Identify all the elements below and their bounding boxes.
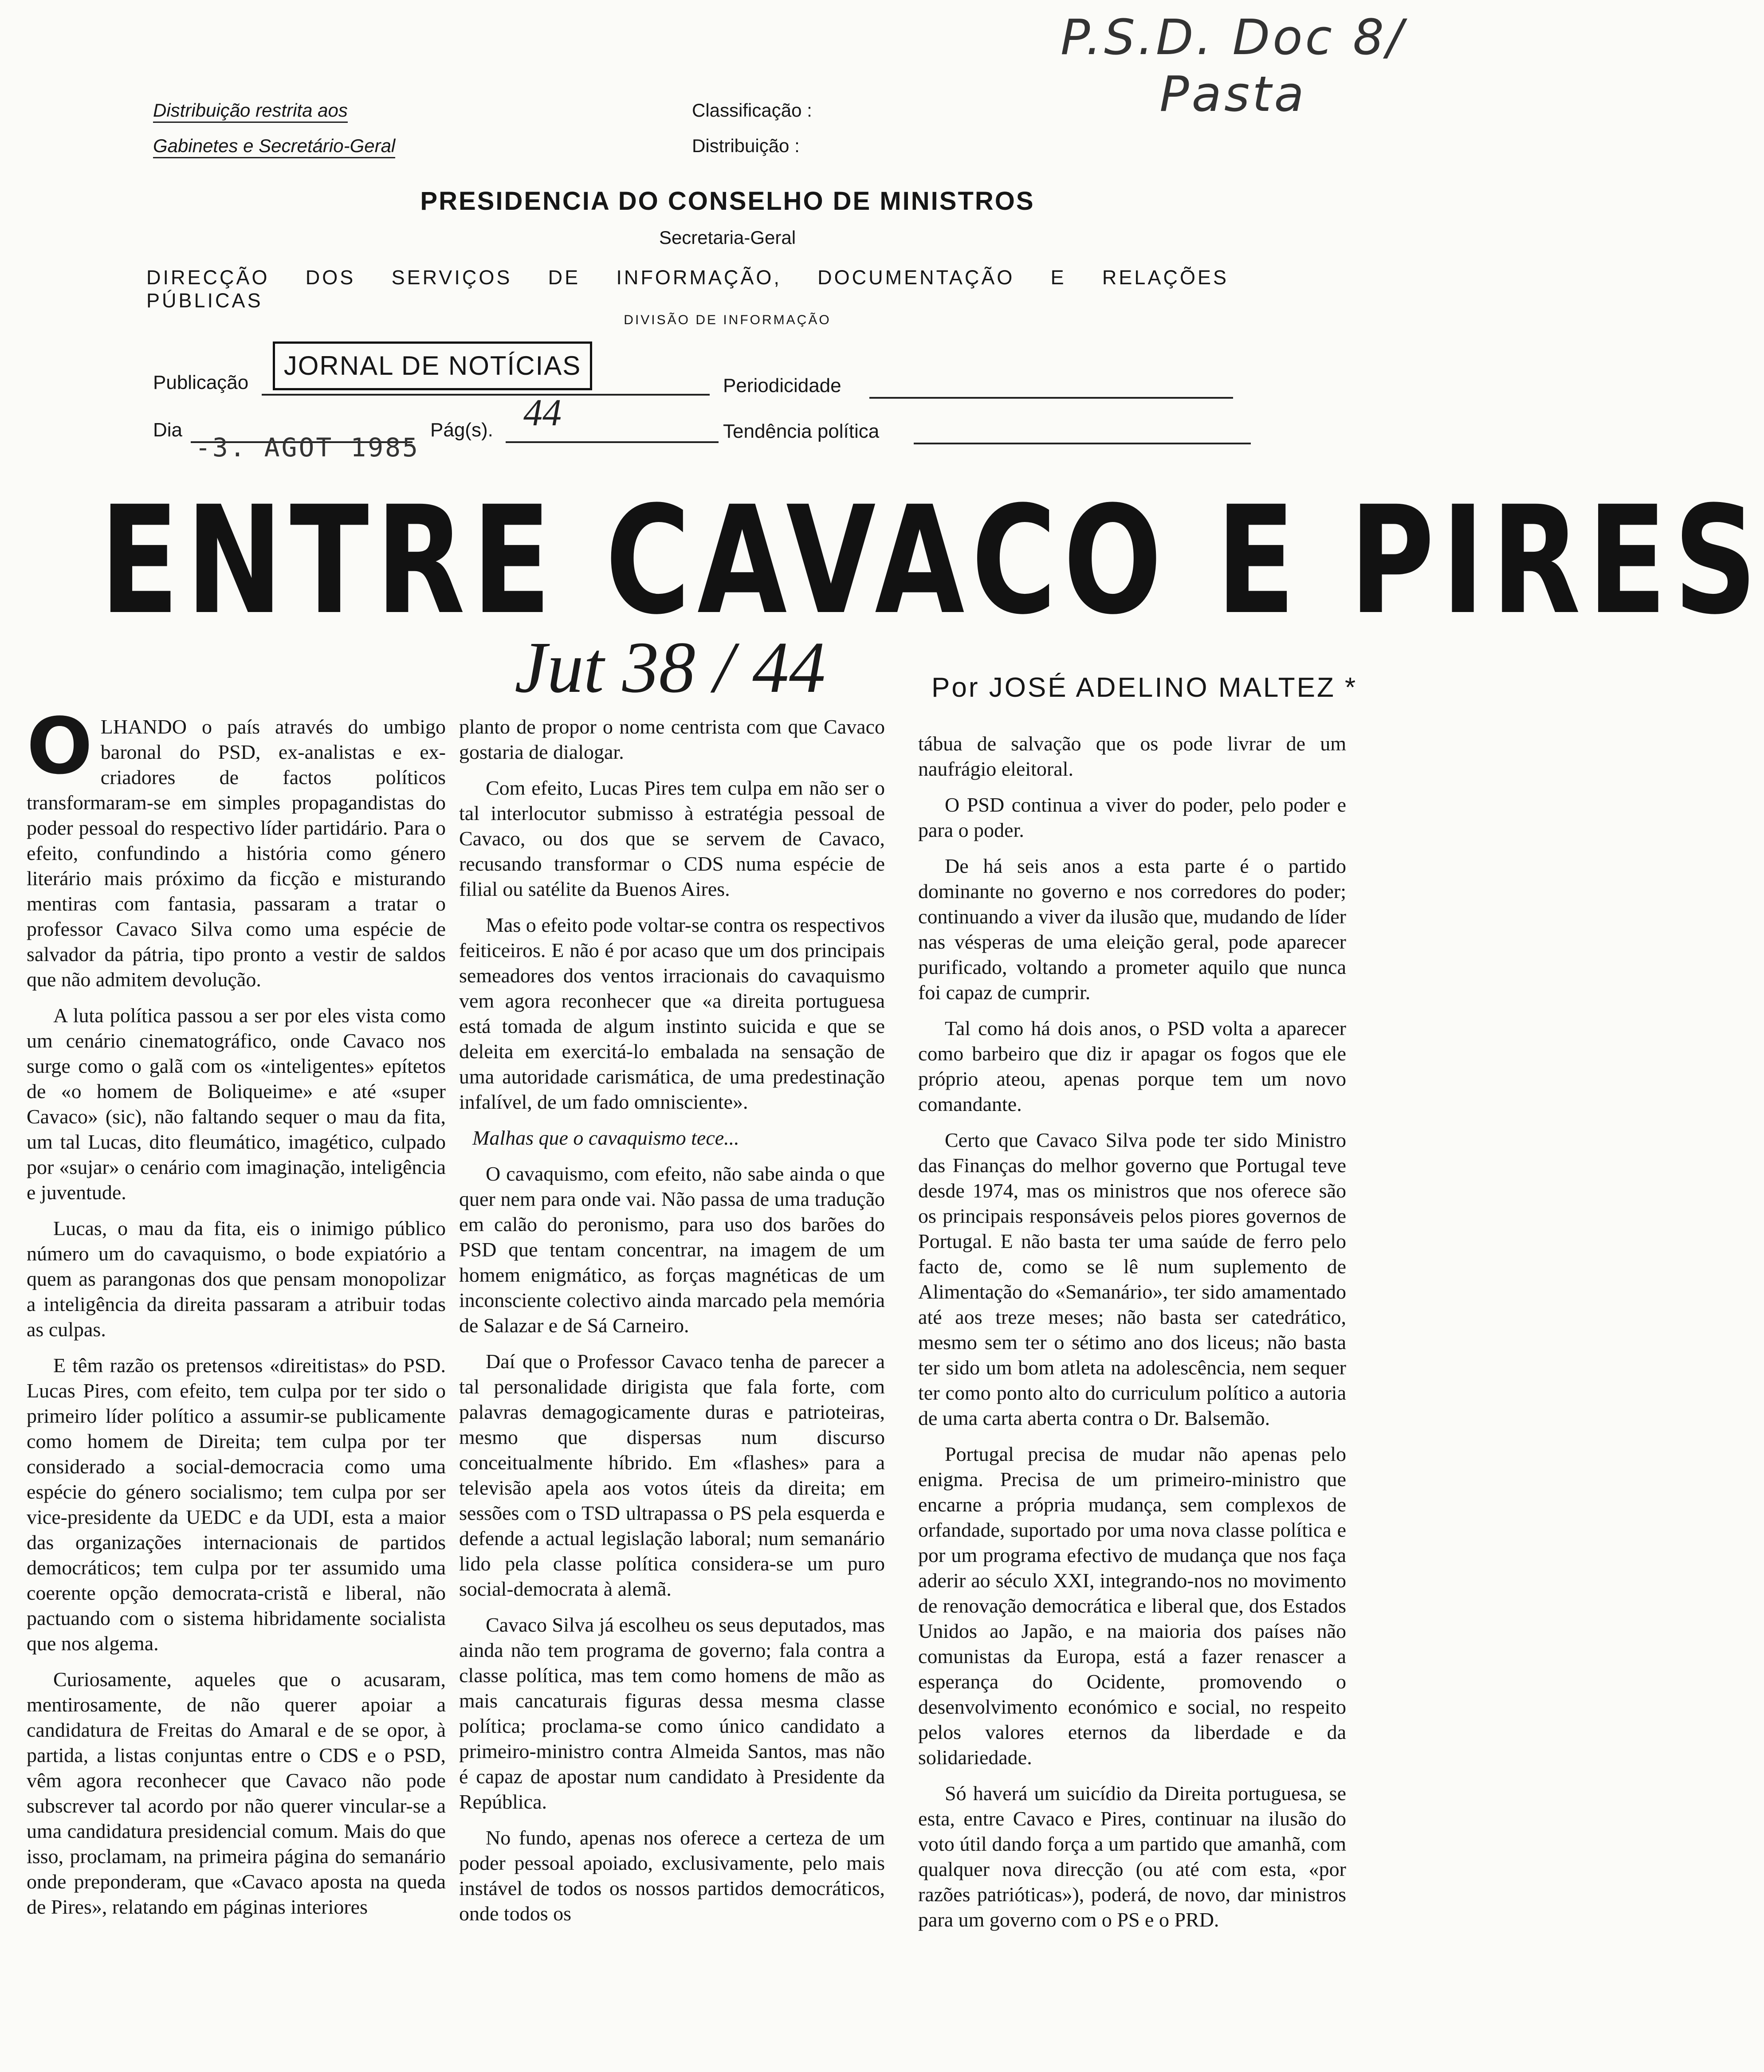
periodicidade-underline — [869, 397, 1233, 399]
paragraph-text: LHANDO o país através do umbigo baronal do PSD, ex-analistas e ex-criadores de factos políticos transformaram-se em simples propagandistas do poder pessoal do respectivo líder partidário. Para o efeito, confundindo a história como género literário mais próximo da ficção e misturando mentiras com fantasia, passaram a tratar o professor Cavaco Silva como uma espécie de salvador da pátria, tipo pronto a vestir de saldos que não admitem devolução. — [27, 715, 446, 991]
handwritten-reference — [1033, 9, 1433, 122]
publicacao-label: Publicação — [153, 372, 249, 393]
drop-cap: O — [27, 702, 93, 792]
paragraph: O cavaquismo, com efeito, não sabe ainda o que quer nem para onde vai. Não passa de uma tradução em calão do peronismo, para uso dos barões do PSD que tentam concentrar, na imagem de um homem enigmático, as forças magnéticas de um inconsciente colectivo ainda marcado pela memória de Salazar e de Sá Carneiro. — [459, 1162, 885, 1337]
paragraph: Lucas, o mau da fita, eis o inimigo público número um do cavaquismo, o bode expiatório a quem as parangonas dos que pensam monopolizar a inteligência da direita passaram a atribuir todas as culpas. — [27, 1217, 446, 1341]
paragraph: tábua de salvação que os pode livrar de um naufrágio eleitoral. — [918, 732, 1346, 780]
paragraph: Mas o efeito pode voltar-se contra os respectivos feiticeiros. E não é por acaso que um dos principais semeadores dos ventos irracionais do cavaquismo vem agora reconhecer que «a direita portuguesa está tomada de algum instinto suicida e que se deleita em exercitá-lo embalada na sensação de uma autoridade carismática, de uma predestinação infalível, de um fado omnisciente». — [459, 914, 885, 1113]
paragraph: Com efeito, Lucas Pires tem culpa em não ser o tal interlocutor submisso à estratégia pessoal de Cavaco, ou dos que se servem de Cavaco, recusando transformar o CDS numa espécie de filial ou satélite da Buenos Aires. — [459, 777, 885, 900]
dia-date-stamp: -3. AGOT 1985 — [195, 432, 420, 463]
distribution-line-2 — [153, 135, 395, 157]
paragraph: Curiosamente, aqueles que o acusaram, mentirosamente, de não querer apoiar a candidatura de Freitas do Amaral e de se opor, à partida, a listas conjuntas entre o CDS e o PSD, vêm agora reconhecer que Cavaco não pode subscrever tal acordo por não querer vincular-se a uma candidatura presidencial comum. Mais do que isso, proclamam, na primeira página do semanário onde preponderam, que «Cavaco aposta na queda de Pires», relatando em páginas interiores — [27, 1668, 446, 1918]
publicacao-stamp: JORNAL DE NOTÍCIAS — [273, 341, 592, 390]
paragraph: Cavaco Silva já escolheu os seus deputados, mas ainda não tem programa de governo; fala contra a classe política, mas tem como homens de mão as mais cancaturais figuras dessa mesma classe política; proclama-se como único candidato a primeiro-ministro contra Almeida Santos, mas não é capaz de apostar num candidato à Presidente da República. — [459, 1613, 885, 1813]
paragraph: Certo que Cavaco Silva pode ter sido Ministro das Finanças do melhor governo que Portugal teve desde 1974, mas os ministros que nos oferece são os principais responsáveis pelos piores governos de Portugal. E não basta ter uma saúde de ferro pelo facto de, como se lê num suplemento de Alimentação do «Semanário», ter sido amamentado até aos treze meses; não basta ser catedrático, mesmo sem ter o sétimo ano dos liceus; não basta ter sido um bom atleta na adolescência, nem sequer ter como ponto alto do curriculum político a autoria de uma carta aberta contra o Dr. Balsemão. — [918, 1129, 1346, 1429]
handwritten-archive-code: Jut 38 / 44 — [515, 627, 826, 708]
paragraph — [27, 702, 446, 992]
paragraph: De há seis anos a esta parte é o partido dominante no governo e nos corredores do poder; continuando a viver da ilusão que, mudando de líder nas vésperas de uma eleição geral, pode aparecer purificado, voltando a prometer aquilo que nunca foi capaz de cumprir. — [918, 855, 1346, 1004]
distribution-line-1-text: Distribuição restrita aos — [153, 100, 348, 123]
direccao-servicos: DIRECÇÃO DOS SERVIÇOS DE INFORMAÇÃO, DOCUMENTAÇÃO E RELAÇÕES PÚBLICAS — [146, 266, 1229, 312]
distribution-line-2-text: Gabinetes e Secretário-Geral — [153, 135, 395, 158]
distribution-line-1 — [153, 100, 348, 121]
subheading: Malhas que o cavaquismo tece... — [472, 1126, 739, 1149]
handwritten-reference-text: P.S.D. Doc 8/ Pasta — [1060, 9, 1406, 122]
paragraph: planto de propor o nome centrista com que Cavaco gostaria de dialogar. — [459, 715, 885, 763]
article-column-1 — [27, 702, 446, 1919]
pags-handwritten: 44 — [523, 391, 562, 434]
presidencia-title: PRESIDENCIA DO CONSELHO DE MINISTROS — [420, 187, 1035, 216]
pags-label: Pág(s). — [430, 419, 493, 441]
periodicidade-label: Periodicidade — [723, 375, 841, 396]
paragraph: Tal como há dois anos, o PSD volta a aparecer como barbeiro que diz ir apagar os fogos que ele próprio ateou, apenas porque tem um novo comandante. — [918, 1017, 1346, 1115]
divisao-informacao: DIVISÃO DE INFORMAÇÃO — [624, 313, 831, 327]
paragraph: Portugal precisa de mudar não apenas pelo enigma. Precisa de um primeiro-ministro que encarne a própria mudança, sem complexos de orfandade, suportado por uma nova classe política e por um programa efectivo de mudança que nos faça aderir ao século XXI, integrando-nos no movimento de renovação democrática e liberal que, dos Estados Unidos ao Japão, e na maioria dos países não comunistas da Europa, está a fazer renascer a esperança do Ocidente, promovendo o desenvolvimento económico e social, no respeito pelos valores eternos da liberdade e da solidariedade. — [918, 1443, 1346, 1769]
secretaria-geral: Secretaria-Geral — [659, 227, 796, 248]
distribuicao-label: Distribuição : — [692, 135, 800, 156]
tendencia-underline — [914, 443, 1251, 444]
classificacao-label: Classificação : — [692, 100, 812, 121]
paragraph: No fundo, apenas nos oferece a certeza de um poder pessoal apoiado, exclusivamente, pelo mais instável de todos os nossos partidos democráticos, onde todos os — [459, 1826, 885, 1925]
article-column-2 — [459, 714, 885, 1926]
article-column-3 — [918, 731, 1346, 1932]
article-headline: ENTRE CAVACO E PIRES — [100, 475, 1764, 648]
publicacao-underline — [262, 394, 710, 396]
paragraph: O PSD continua a viver do poder, pelo poder e para o poder. — [918, 793, 1346, 841]
paragraph: Daí que o Professor Cavaco tenha de parecer a tal personalidade dirigista que fala forte, com palavras demagogicamente duras e patrioteiras, mesmo que dispersas num discurso conceitualmente híbrido. Em «flashes» para a televisão apela aos votos úteis da direita; em sessões com o TSD ultrapassa o PS pela esquerda e defende a actual legislação laboral; num semanário lido pela classe política considera-se um puro social-democrata à alemã. — [459, 1350, 885, 1600]
pags-underline — [506, 441, 719, 443]
paragraph: Só haverá um suicídio da Direita portuguesa, se esta, entre Cavaco e Pires, continuar na ilusão do voto útil dando força a um partido que amanhã, com qualquer nova direcção (ou até com esta, «por razões patrióticas»), poderá, de novo, dar ministros para um governo com o PS e o PRD. — [918, 1782, 1346, 1931]
dia-label: Dia — [153, 419, 183, 441]
paragraph: A luta política passou a ser por eles vista como um cenário cinematográfico, onde Cavaco nos surge como o galã com os «inteligentes» epítetos de «o homem de Boliqueime» e até «super Cavaco» (sic), não faltando sequer o mau da fita, um tal Lucas, dito fleumático, imagético, culpado por «sujar» o cenário com imaginação, inteligência e juventude. — [27, 1004, 446, 1204]
paragraph: E têm razão os pretensos «direitistas» do PSD. Lucas Pires, com efeito, tem culpa por ter sido o primeiro líder político a assumir-se publicamente como homem de Direita; tem culpa por ter considerado a social-democracia como uma espécie do género socialismo; tem culpa por ser vice-presidente da UEDC e da UDI, esta a maior das organizações internacionais de partidos democráticos; tem culpa por ter assumido uma coerente opção democrata-cristã e liberal, não pactuando com o sistema hibridamente socialista que nos algema. — [27, 1354, 446, 1655]
article-byline: Por JOSÉ ADELINO MALTEZ * — [931, 672, 1358, 703]
tendencia-label: Tendência política — [723, 420, 880, 442]
